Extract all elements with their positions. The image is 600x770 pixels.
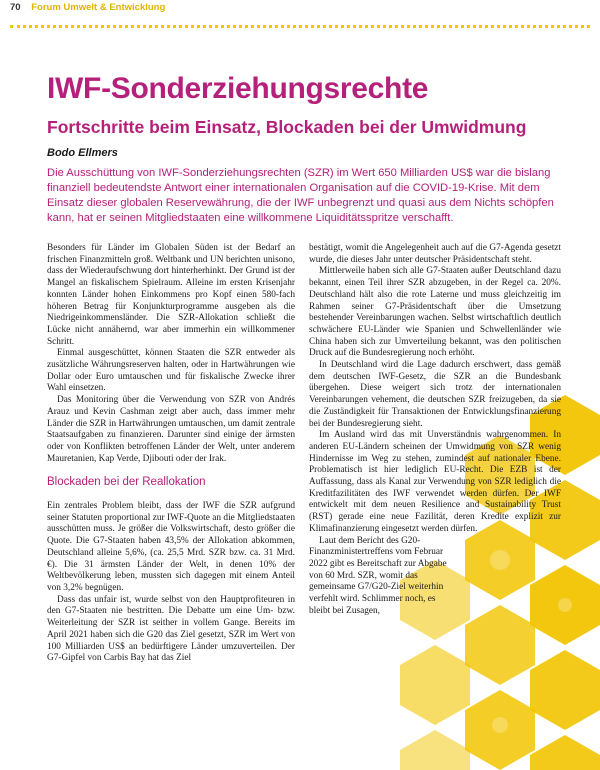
page-number: 70: [10, 2, 21, 13]
paragraph: Mittlerweile haben sich alle G7-Staaten außer Deutschland dazu bekannt, einen Teil ihrer SZR abzugeben, in der Regel ca. 20%. Deutschland hält also die rote Laterne und muss gleichzeitig im Rahmen seiner G7-Präsidentschaft über die Umsetzung bestehender Vereinbarungen wachen. Selbst wirtschaftlich deutlich schwächere EU-Länder wie Spanien und Schwellenländer wie China haben sich zur Umverteilung bekannt, was den politischen Druck auf die Bundesregierung noch erhöht.: [309, 266, 561, 359]
article-subtitle: Fortschritte beim Einsatz, Blockaden bei der Umwidmung: [47, 117, 527, 137]
section-name: Forum Umwelt & Entwicklung: [31, 2, 166, 13]
paragraph: Im Ausland wird das mit Unverständnis wahrgenommen. In anderen EU-Ländern scheinen der Umwidmung von SZR wenig Hindernisse im Weg zu stehen, zumindest auf nationaler Ebene. Problematisch ist hier lediglich EU-Recht. Die EZB ist der Auffassung, dass als Kanal zur Verwendung von SZR lediglich die Kreditfazilitäten des IWF verwendet werden dürfen. Der IWF entwickelt mit dem neuen Resilience and Sustainability Trust (RST) gerade eine neue Fazilität, deren Kredite explizit zur Klimafinanzierung eingesetzt werden dürfen.: [309, 430, 561, 534]
article-author: Bodo Ellmers: [47, 147, 118, 159]
article-lead: Die Ausschüttung von IWF-Sonderziehungsrechten (SZR) im Wert 650 Milliarden US$ war die bislang finanziell bedeutendste Antwort einer internationalen Organisation auf die COVID-19-Krise. Mit dem Einsatz dieser globalen Reservewährung, die der IWF unbegrenzt und quasi aus dem Nichts schöpfen kann, hat er seinen Mitgliedstaaten eine willkommene Liquiditätsspritze verschafft.: [47, 167, 554, 224]
paragraph: Das Monitoring über die Verwendung von SZR von Andrés Arauz und Kevin Cashman zeigt aber auch, dass immer mehr Länder die SZR in Hartwährungen umtauschen, um damit zentrale Staatsaufgaben zu finanzieren. Darunter sind einige der ärmsten oder von Konflikten betroffenen Länder der Welt, unter anderem Mauretanien, Kap Verde, Djibouti oder der Irak.: [47, 395, 295, 464]
paragraph: bestätigt, womit die Angelegenheit auch auf die G7-Agenda gesetzt wurde, die dieses Jahr unter deutscher Präsidentschaft steht.: [309, 243, 561, 265]
page-header: [10, 2, 165, 13]
paragraph: Einmal ausgeschüttet, können Staaten die SZR entweder als zusätzliche Währungsreserven halten, oder in Hartwährungen wie Dollar oder Euro umtauschen und für fiskalische Zwecke ihrer Wahl einsetzen.: [47, 348, 295, 394]
paragraph: Laut dem Bericht des G20-Finanzministertreffens vom Februar 2022 gibt es Bereitschaft zur Abgabe von 60 Mrd. SZR, womit das gemeinsame G7/G20-Ziel weiterhin verfehlt wird. Schlimmer noch, es bleibt bei Zusagen,: [309, 535, 447, 616]
left-column: [47, 243, 295, 665]
right-column: [309, 243, 561, 618]
header-divider: [10, 25, 590, 28]
paragraph: In Deutschland wird die Lage dadurch erschwert, dass gemäß dem deutschen IWF-Gesetz, die SZR an die Bundesbank übergehen. Diese weigert sich trotz der internationalen Vereinbarungen vehement, die deutschen SZR freizugeben, da sie die Zuständigkeit für Transaktionen der Entwicklungsfinanzierung bei der Bundesregierung sieht.: [309, 360, 561, 429]
paragraph: Besonders für Länder im Globalen Süden ist der Bedarf an frischen Finanzmitteln groß. Weltbank und UN berichten unisono, dass der Wiederaufschwung dort hinterherhinkt. Der Grund ist der Mangel an fiskalischem Spielraum. Alleine im ersten Krisenjahr konnten Länder hohen Einkommens pro Kopf einen 580-fach höheren Betrag für Konjunkturprogramme ausgeben als die Niedrigeinkommensländer. Die SZR-Allokation schließt die Lücke nicht annähernd, war aber immerhin ein willkommener Schritt.: [47, 243, 295, 347]
article-title: IWF-Sonderziehungsrechte: [47, 72, 429, 105]
paragraph: Ein zentrales Problem bleibt, dass der IWF die SZR aufgrund seiner Statuten proportional zur IWF-Quote an die Mitgliedstaaten ausschütten muss. Je größer die Volkswirtschaft, desto größer die Quote. Die G7-Staaten haben 43,5% der Allokation abkommen, Deutschland alleine 5,6%, (ca. 25,5 Mrd. SZR bzw. ca. 31 Mrd. €). Die 31 ärmsten Länder der Welt, in denen 10% der Weltbevölkerung leben, mussten sich dagegen mit einem Anteil von 3,2% begnügen.: [47, 501, 295, 593]
section-heading: Blockaden bei der Reallokation: [47, 476, 206, 489]
paragraph: Dass das unfair ist, wurde selbst von den Hauptprofiteuren in den G7-Staaten nie bestritten. Die Debatte um eine Um- bzw. Weiterleitung der SZR ist seither in vollem Gange. Bereits im April 2021 haben sich die G20 das Ziel gesetzt, SZR im Wert von 100 Milliarden US$ an bedürftigere Länder umzuverteilen. Der G7-Gipfel von Carbis Bay hat das Ziel: [47, 594, 295, 664]
